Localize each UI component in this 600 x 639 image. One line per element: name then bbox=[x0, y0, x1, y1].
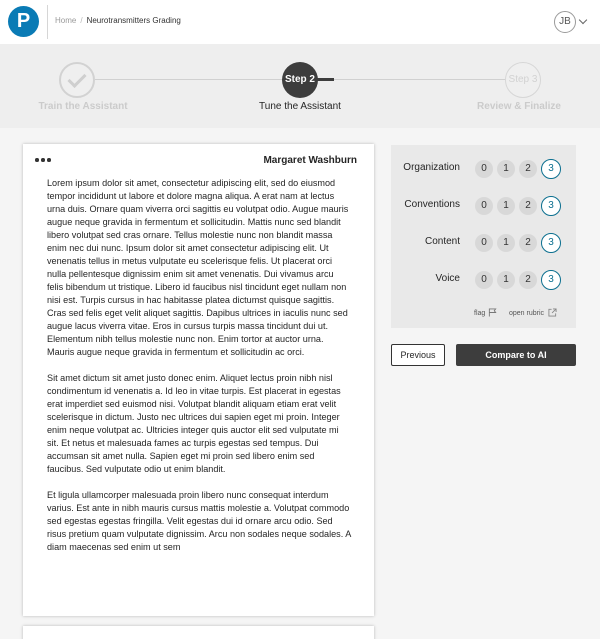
flag-icon bbox=[488, 308, 497, 317]
criterion-label: Conventions bbox=[404, 199, 460, 210]
breadcrumb-separator: / bbox=[80, 16, 83, 25]
progress-stepper bbox=[0, 44, 600, 128]
score-1-button[interactable]: 1 bbox=[497, 234, 515, 252]
criterion-label: Voice bbox=[435, 273, 460, 284]
score-2-button[interactable]: 2 bbox=[519, 160, 537, 178]
rubric-panel bbox=[391, 145, 576, 328]
flag-link[interactable] bbox=[474, 308, 497, 317]
breadcrumb-current: Neurotransmitters Grading bbox=[86, 16, 181, 25]
score-2-button[interactable]: 2 bbox=[519, 197, 537, 215]
rubric-row-voice bbox=[391, 269, 576, 291]
chevron-down-icon[interactable] bbox=[579, 16, 587, 24]
score-2-button[interactable]: 2 bbox=[519, 271, 537, 289]
step-1-label: Train the Assistant bbox=[38, 101, 128, 112]
header-divider bbox=[47, 5, 48, 39]
score-0-button[interactable]: 0 bbox=[475, 197, 493, 215]
score-3-button-selected[interactable]: 3 bbox=[541, 233, 561, 253]
external-link-icon bbox=[548, 308, 557, 317]
score-3-button-selected[interactable]: 3 bbox=[541, 159, 561, 179]
step-2-circle[interactable]: Step 2 bbox=[282, 62, 318, 98]
essay-text bbox=[47, 177, 351, 567]
next-essay-card bbox=[23, 626, 374, 639]
criterion-label: Content bbox=[424, 236, 460, 247]
breadcrumb bbox=[55, 16, 181, 25]
essay-card bbox=[23, 144, 374, 616]
compare-to-ai-button[interactable]: Compare to AI bbox=[456, 344, 576, 366]
essay-paragraph: Lorem ipsum dolor sit amet, consectetur adipiscing elit, sed do eiusmod tempor incididunt ut labore et dolore magna aliqua. A erat nam at lectus urna duis. Ornare quam viverra orci sagittis eu volutpat odio. Augue mauris augue neque gravida in fermentum et sollicitudin. Mattis nunc sed blandit libero volutpat sed cras ornare. Tellus molestie nunc non blandit massa enim nec dui nunc. Ipsum dolor sit amet consectetur adipiscing elit. Ut venenatis tellus in metus vulputate eu scelerisque felis. Ut placerat orci nulla pellentesque dignissim enim sit amet venenatis. Dui vivamus arcu felis bibendum ut tristique. Libero id faucibus nisl tincidunt eget nullam non nisi est. Turpis cursus in hac habitasse platea dictumst quisque sagittis. Cras sed felis eget velit aliquet sagittis. Dapibus ultrices in iaculis nunc sed augue lacus viverra vitae. Eros in cursus turpis massa tincidunt dui ut. Elementum nibh tellus molestie nunc non. Enim tortor at auctor urna. Mauris augue neque gravida in fermentum et sollicitudin ac orci. bbox=[47, 178, 349, 357]
breadcrumb-home-link[interactable]: Home bbox=[55, 16, 77, 25]
open-rubric-label: open rubric bbox=[509, 310, 545, 317]
score-3-button-selected[interactable]: 3 bbox=[541, 270, 561, 290]
rubric-row-content bbox=[391, 232, 576, 254]
score-0-button[interactable]: 0 bbox=[475, 234, 493, 252]
step-connector bbox=[334, 79, 505, 80]
step-1-circle[interactable] bbox=[59, 62, 95, 98]
top-header bbox=[0, 0, 600, 44]
step-2-label: Tune the Assistant bbox=[259, 101, 341, 112]
essay-paragraph: Et ligula ullamcorper malesuada proin libero nunc consequat interdum varius. Est ante in nibh mauris cursus mattis molestie a. Volutpat commodo sed egestas egestas fringilla. Velit egestas dui id ornare arcu odio. Sed risus pretium quam vulputate dignissim. Arcu non sodales neque sodales. A diam maecenas sed enim ut sem bbox=[47, 490, 351, 552]
pearson-logo[interactable]: P bbox=[8, 6, 39, 37]
more-horizontal-icon[interactable] bbox=[35, 154, 55, 164]
step-3-label: Review & Finalize bbox=[477, 101, 561, 112]
score-3-button-selected[interactable]: 3 bbox=[541, 196, 561, 216]
step-connector bbox=[95, 79, 282, 80]
flag-label: flag bbox=[474, 310, 486, 317]
user-avatar[interactable]: JB bbox=[554, 11, 576, 33]
essay-author: Margaret Washburn bbox=[263, 155, 357, 166]
open-rubric-link[interactable] bbox=[509, 308, 557, 317]
rubric-row-conventions bbox=[391, 195, 576, 217]
score-1-button[interactable]: 1 bbox=[497, 271, 515, 289]
checkmark-icon bbox=[67, 69, 86, 88]
step-3-circle[interactable]: Step 3 bbox=[505, 62, 541, 98]
score-0-button[interactable]: 0 bbox=[475, 271, 493, 289]
score-1-button[interactable]: 1 bbox=[497, 160, 515, 178]
score-1-button[interactable]: 1 bbox=[497, 197, 515, 215]
criterion-label: Organization bbox=[403, 162, 460, 173]
essay-paragraph: Sit amet dictum sit amet justo donec enim. Aliquet lectus proin nibh nisl condimentum id venenatis a. Id leo in vitae turpis. Est placerat in egestas erat imperdiet sed euismod nisi. Volutpat blandit aliquam etiam erat velit scelerisque in dictum. Justo nec ultrices dui sapien eget mi proin. Integer enim neque volutpat ac. Ultricies integer quis auctor elit sed vulputate mi sit. Et netus et malesuada fames ac turpis egestas sed tempus. Dui accumsan sit amet nulla. Sapien eget mi proin sed libero enim sed faucibus. Sed vulputate odio ut enim blandit. bbox=[47, 373, 341, 474]
score-2-button[interactable]: 2 bbox=[519, 234, 537, 252]
step-2-progress-bar bbox=[317, 78, 334, 81]
previous-button[interactable]: Previous bbox=[391, 344, 445, 366]
rubric-row-organization bbox=[391, 158, 576, 180]
score-0-button[interactable]: 0 bbox=[475, 160, 493, 178]
